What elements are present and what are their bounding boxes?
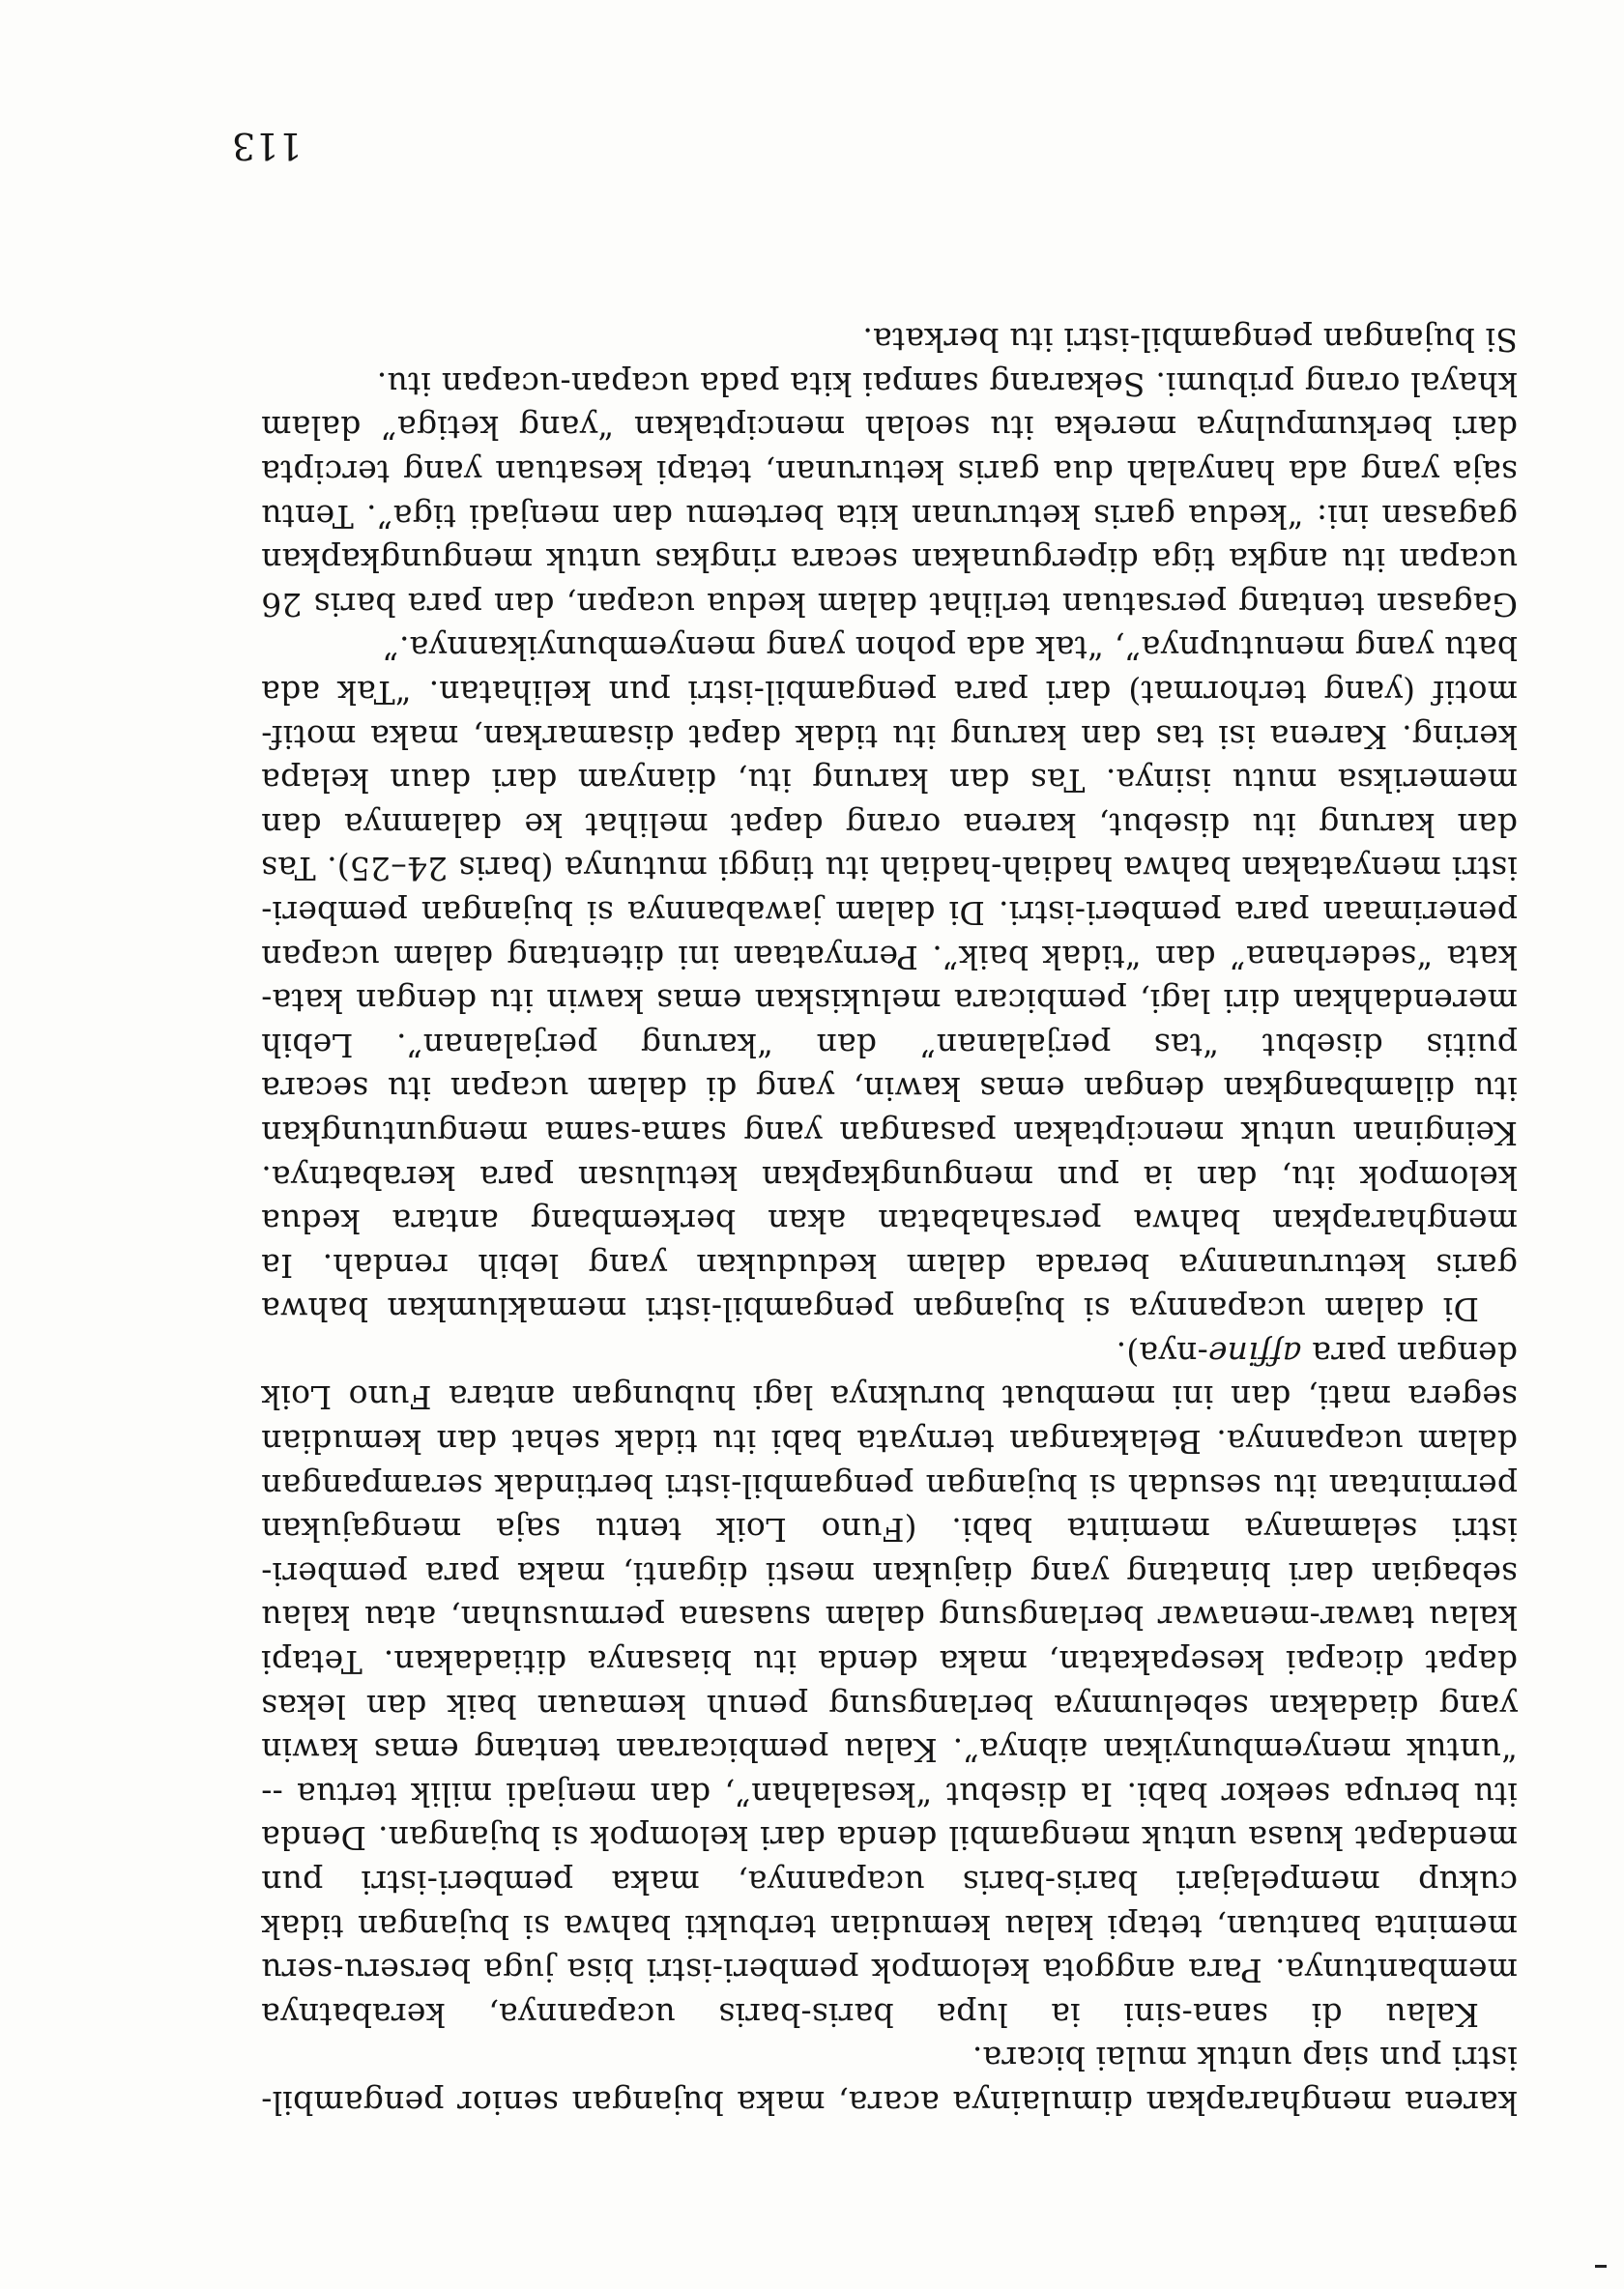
paragraph-2-suffix: -nya). (1116, 1334, 1208, 1373)
paragraph-4: Gagasan tentang persatuan terlihat dalam kedua ucapan, dan para baris 26 ucapan itu angka tiga dipergunakan secara ringkas untuk mengungkapkan gagasan ini: “kedua garis keturunan kita bertemu dan menjadi tiga”. Tentu saja yang ada hanyalah dua garis keturunan, tetapi kesatuan yang tercipta dari berkumpulnya mereka itu seolah menciptakan “yang ketiga” dalam khayal orang pribumi. Sekarang sampai kita pada ucapan-ucapan itu. (261, 364, 1518, 623)
paragraph-5: Si bujangan pengambil-istri itu berkata. (862, 321, 1518, 360)
scan-mark (1595, 2265, 1607, 2268)
paragraph-2-italic-term: affine (1207, 1334, 1302, 1373)
paragraph-2-text: Kalau di sana-sini ia lupa baris-baris ucapannya, kerabatnya membantunya. Para anggota kelompok pemberi-istri bisa juga berseru-seru meminta bantuan, tetapi kalau kemudian terbukti bahwa si bujangan tidak cukup mempelajari baris-baris ucapannya, maka pemberi-istri pun mendapat kuasa untuk mengambil denda dari kelompok si bujangan. Denda itu berupa seekor babi. Ia disebut “kesalahan”, dan menjadi milik tertua -- “untuk menyembunyikan aibnya”. Kalau pembicaraan tentang emas kawin yang diadakan sebelumnya berlangsung penuh kemauan baik dan lekas dapat dicapai kesepakatan, maka denda itu biasanya ditiadakan. Tetapi kalau tawar-menawar berlangsung dalam suasana permusuhan, atau kalau sebagian dari binatang yang diajukan mesti diganti, maka para pemberi-istri selamanya meminta babi. (Funo Loik tentu saja mengajukan permintaan itu sesudah si bujangan pengambil-istri bertindak serampangan dalam ucapannya. Belakangan ternyata babi itu tidak sehat dan kemudian segera mati, dan ini membuat buruknya lagi hubungan antara Funo Loik dengan para (261, 1334, 1518, 2034)
body-text (261, 318, 1518, 2125)
paragraph-2 (261, 1331, 1518, 2037)
page-number: 113 (232, 125, 303, 167)
paragraph-1: karena mengharapkan dimulainya acara, maka bujangan senior pengambil-istri pun siap untuk mulai bicara. (261, 2040, 1518, 2122)
paragraph-3: Di dalam ucapannya si bujangan pengambil-istri memaklumkan bahwa garis keturunannya berada dalam kedudukan yang lebih rendah. Ia mengharapkan bahwa persahabatan akan berkembang antara kedua kelompok itu, dan ia pun mengungkapkan ketulusan para kerabatnya. Keinginan untuk menciptakan pasangan yang sama-sama menguntungkan itu dilambangkan dengan emas kawin, yang di dalam ucapan itu secara puitis disebut “tas perjalanan” dan “karung perjalanan”. Lebih merendahkan diri lagi, pembicara melukiskan emas kawin itu dengan kata-kata “sederhana” dan “tidak baik”. Pernyataan ini ditentang dalam ucapan penerimaan para pemberi-istri. Di dalam jawabannya si bujangan pemberi-istri menyatakan bahwa hadiah-hadiah itu tinggi mutunya (baris 24–25). Tas dan karung itu disebut, karena orang dapat melihat ke dalamnya dan memeriksa mutu isinya. Tas dan karung itu, dianyam dari daun kelapa kering. Karena isi tas dan karung itu tidak dapat disamarkan, maka motif-motif (yang terhormat) dari para pengambil-istri pun kelihatan. “Tak ada batu yang menutupnya”, “tak ada pohon yang menyembunyikannya.” (261, 629, 1518, 1329)
